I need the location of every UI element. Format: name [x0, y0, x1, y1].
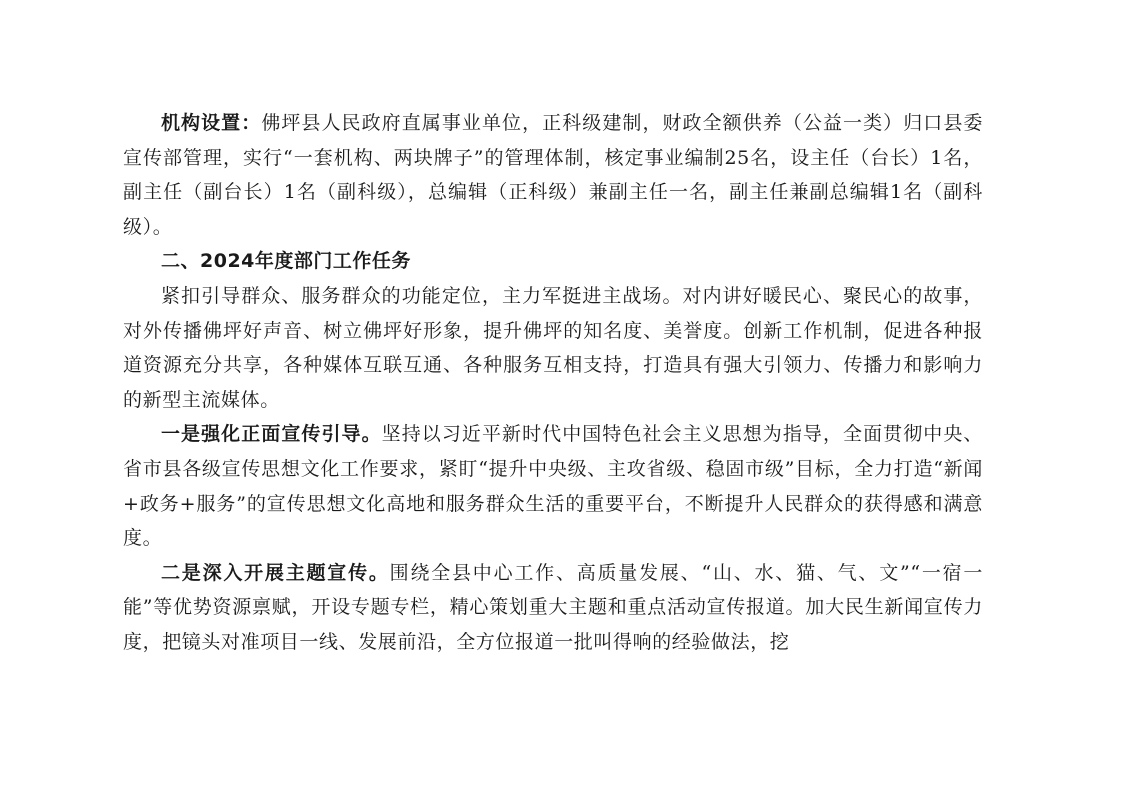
paragraph-positive-publicity: [123, 417, 983, 555]
document-page: [123, 106, 983, 660]
paragraph-lead: 一是强化正面宣传引导。: [161, 423, 382, 446]
paragraph-body: 坚持以习近平新时代中国特色社会主义思想为指导，全面贯彻中央、省市县各级宣传思想文化工作要求，紧盯“提升中央级、主攻省级、稳固市级”目标，全力打造“新闻+政务+服务”的宣传思想文化高地和服务群众生活的重要平台，不断提升人民群众的获得感和满意度。: [123, 423, 983, 550]
paragraph-theme-publicity: [123, 556, 983, 660]
paragraph-body: 佛坪县人民政府直属事业单位，正科级建制，财政全额供养（公益一类）归口县委宣传部管理，实行“一套机构、两块牌子”的管理体制，核定事业编制25名，设主任（台长）1名，副主任（副台长）1名（副科级），总编辑（正科级）兼副主任一名，副主任兼副总编辑1名（副科级）。: [123, 112, 983, 238]
paragraph-lead: 二是深入开展主题宣传。: [161, 561, 390, 584]
section-heading: 二、2024年度部门工作任务: [161, 250, 411, 273]
paragraph-lead: 机构设置：: [161, 112, 262, 134]
paragraph-body: 紧扣引导群众、服务群众的功能定位，主力军挺进主战场。对内讲好暖民心、聚民心的故事，对外传播佛坪好声音、树立佛坪好形象，提升佛坪的知名度、美誉度。创新工作机制，促进各种报道资源充分共享，各种媒体互联互通、各种服务互相支持，打造具有强大引领力、传播力和影响力的新型主流媒体。: [123, 284, 983, 411]
paragraph-work-tasks: [123, 279, 983, 417]
paragraph-institution-setup: [123, 106, 983, 244]
paragraph-body: 围绕全县中心工作、高质量发展、“山、水、猫、气、文”“一宿一能”等优势资源禀赋，开设专题专栏，精心策划重大主题和重点活动宣传报道。加大民生新闻宣传力度，把镜头对准项目一线、发展前沿，全方位报道一批叫得响的经验做法，挖: [123, 561, 983, 653]
